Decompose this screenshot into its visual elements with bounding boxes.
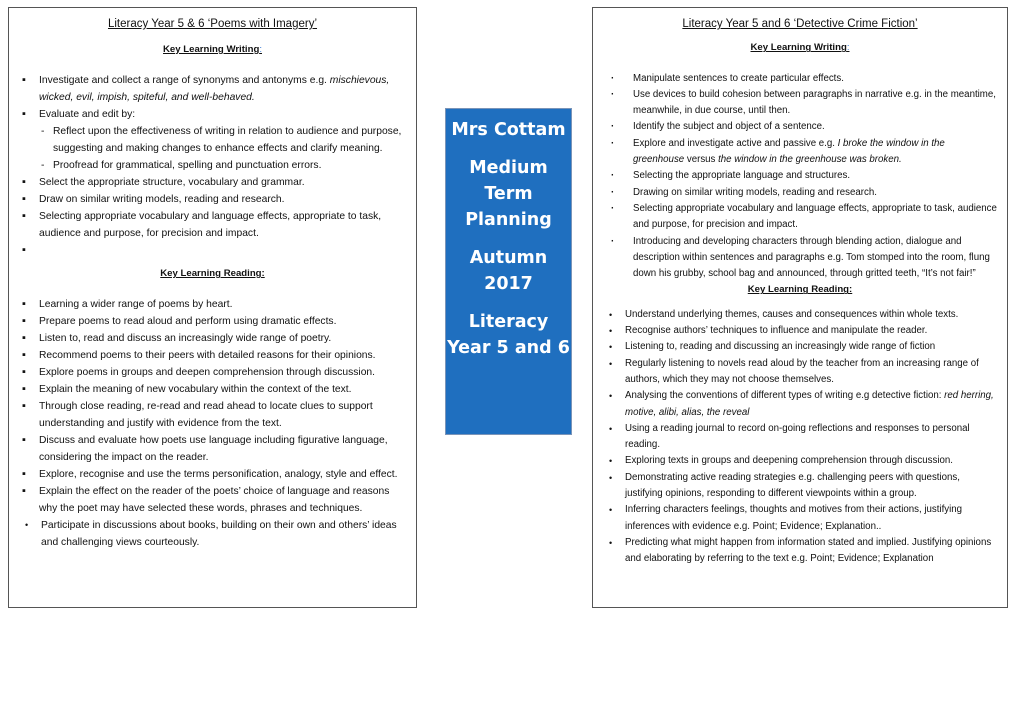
list-item-text: Selecting the appropriate language and structures. — [633, 170, 851, 182]
list-item: ▪ Explore poems in groups and deepen comprehension through discussion. — [19, 364, 406, 381]
list-item: ▪ Explain the effect on the reader of the poets’ choice of language and reasons why the poet may have selected these words, phrases and techniques. — [19, 483, 406, 517]
list-item-example: the window in the greenhouse was broken. — [718, 154, 902, 166]
list-item — [603, 502, 997, 535]
list-item — [603, 388, 997, 421]
list-item-text: Demonstrating active reading strategies e.g. challenging peers with questions, justifying opinions, responding to different viewpoints within a group. — [625, 471, 960, 500]
right-panel-title: Literacy Year 5 and 6 ‘Detective Crime Fiction’ — [682, 18, 918, 30]
list-item: ▪ Recommend poems to their peers with detailed reasons for their opinions. — [19, 347, 406, 364]
list-item — [603, 136, 997, 169]
list-item — [19, 106, 406, 123]
list-item — [603, 453, 997, 469]
list-item: ▪ Explore, recognise and use the terms personification, analogy, style and effect. — [19, 466, 406, 483]
list-item-text: Selecting appropriate vocabulary and language effects, appropriate to task, audience and purpose, for precision and impact. — [633, 202, 997, 231]
list-item-text: Analysing the conventions of different types of writing e.g detective fiction: — [625, 390, 945, 402]
list-item-text: Evaluate and edit by: — [39, 109, 136, 120]
left-reading-list-last — [19, 517, 406, 551]
list-item-text: Introducing and developing characters through blending action, dialogue and description within sentences and paragraphs e.g. Tom stomped into the room, flung down his grubby, school bag and announced, through gritted teeth, “It’s not fair!” — [633, 235, 990, 280]
list-item-text: Using a reading journal to record on-going reflections and responses to personal reading. — [625, 422, 970, 451]
left-writing-list-2 — [19, 174, 406, 259]
list-item-text: Use devices to build cohesion between paragraphs in narrative e.g. in the meantime, meanwhile, in due course, until then. — [633, 88, 996, 117]
list-item-text: Regularly listening to novels read aloud by the teacher from an increasing range of authors, which they may not choose themselves. — [625, 357, 979, 385]
list-item-text: Manipulate sentences to create particular effects. — [633, 72, 844, 84]
right-reading-list — [603, 307, 997, 568]
list-item — [603, 185, 997, 201]
list-item-example: I broke the window in the greenhouse — [633, 137, 945, 166]
list-item-text: Drawing on similar writing models, reading and research. — [633, 186, 877, 198]
list-item — [603, 234, 997, 283]
list-item: ▪ Discuss and evaluate how poets use language including figurative language, considering the impact on the reader. — [19, 432, 406, 466]
left-writing-heading: Key Learning Writing: — [163, 44, 262, 55]
list-item — [603, 119, 997, 135]
right-plan-panel — [592, 7, 1008, 608]
list-item — [19, 72, 406, 106]
left-edit-sublist — [19, 123, 406, 174]
list-item — [603, 71, 997, 87]
list-item-example: mischievous, wicked, evil, impish, spiteful, and well-behaved. — [39, 75, 390, 103]
list-item: ▪ Selecting appropriate vocabulary and language effects, appropriate to task, audience and purpose, for precision and impact. — [19, 208, 406, 242]
list-item — [603, 470, 997, 503]
left-reading-heading: Key Learning Reading: — [160, 268, 265, 279]
left-panel-title: Literacy Year 5 & 6 ‘Poems with Imagery’ — [107, 18, 318, 30]
list-item — [603, 168, 997, 184]
list-item — [603, 323, 997, 339]
empty-list-item — [19, 242, 406, 259]
sub-list-item: - Proofread for grammatical, spelling and punctuation errors. — [19, 157, 406, 174]
left-writing-heading-text: Key Learning Writing — [163, 44, 260, 55]
list-item: ▪ Explain the meaning of new vocabulary within the context of the text. — [19, 381, 406, 398]
right-writing-heading: Key Learning Writing: — [750, 42, 850, 54]
list-item — [603, 201, 997, 234]
list-item-text: Inferring characters feelings, thoughts and motives from their actions, justifying inferences with evidence e.g. Point; Evidence; Explanation.. — [625, 504, 963, 532]
title-card — [445, 108, 572, 435]
list-item: ▪ Learning a wider range of poems by heart. — [19, 296, 406, 313]
list-item — [603, 421, 997, 454]
list-item-text: Predicting what might happen from information stated and implied. Justifying opinions and elaborating by referring to the text e.g. Point; Evidence; Explanation — [625, 536, 992, 565]
list-item: ▪ Listen to, read and discuss an increasingly wide range of poetry. — [19, 330, 406, 347]
left-plan-panel — [8, 7, 417, 608]
list-item — [603, 535, 997, 568]
left-reading-list — [19, 296, 406, 517]
list-item: ▪ Select the appropriate structure, vocabulary and grammar. — [19, 174, 406, 191]
subject-label: Literacy Year 5 and 6 — [447, 312, 570, 358]
list-item-example: red herring, motive, alibi, alias, the reveal — [625, 390, 994, 418]
list-item-text: Recognise authors’ techniques to influence and manipulate the reader. — [625, 325, 928, 337]
list-item: ▪ Through close reading, re-read and read ahead to locate clues to support understanding and justify with evidence from the text. — [19, 398, 406, 432]
list-item — [603, 339, 997, 355]
right-reading-heading: Key Learning Reading: — [747, 284, 853, 296]
teacher-name: Mrs Cottam — [451, 120, 566, 140]
list-item-text: Exploring texts in groups and deepening comprehension through discussion. — [625, 455, 953, 467]
list-item-text: versus — [684, 154, 719, 166]
planning-type: Medium Term Planning — [465, 158, 552, 230]
right-writing-heading-text: Key Learning Writing — [750, 42, 847, 54]
term-label: Autumn 2017 — [469, 248, 548, 294]
list-item-text: Listening to, reading and discussing an increasingly wide range of fiction — [625, 341, 936, 353]
list-item-text: Identify the subject and object of a sentence. — [633, 121, 825, 133]
list-item-text: Understand underlying themes, causes and consequences within whole texts. — [625, 308, 959, 320]
list-item: • Participate in discussions about books, building on their own and others’ ideas and challenging views courteously. — [19, 517, 406, 551]
list-item-text: Investigate and collect a range of synonyms and antonyms e.g. — [39, 75, 330, 86]
left-writing-list — [19, 72, 406, 123]
sub-list-item: - Reflect upon the effectiveness of writing in relation to audience and purpose, suggesting and making changes to enhance effects and clarify meaning. — [19, 123, 406, 157]
list-item — [603, 307, 997, 323]
list-item — [603, 356, 997, 389]
list-item: ▪ Prepare poems to read aloud and perform using dramatic effects. — [19, 313, 406, 330]
list-item-text: Explore and investigate active and passive e.g. — [633, 137, 838, 149]
list-item — [603, 87, 997, 120]
list-item: ▪ Draw on similar writing models, reading and research. — [19, 191, 406, 208]
right-writing-list — [603, 71, 997, 283]
